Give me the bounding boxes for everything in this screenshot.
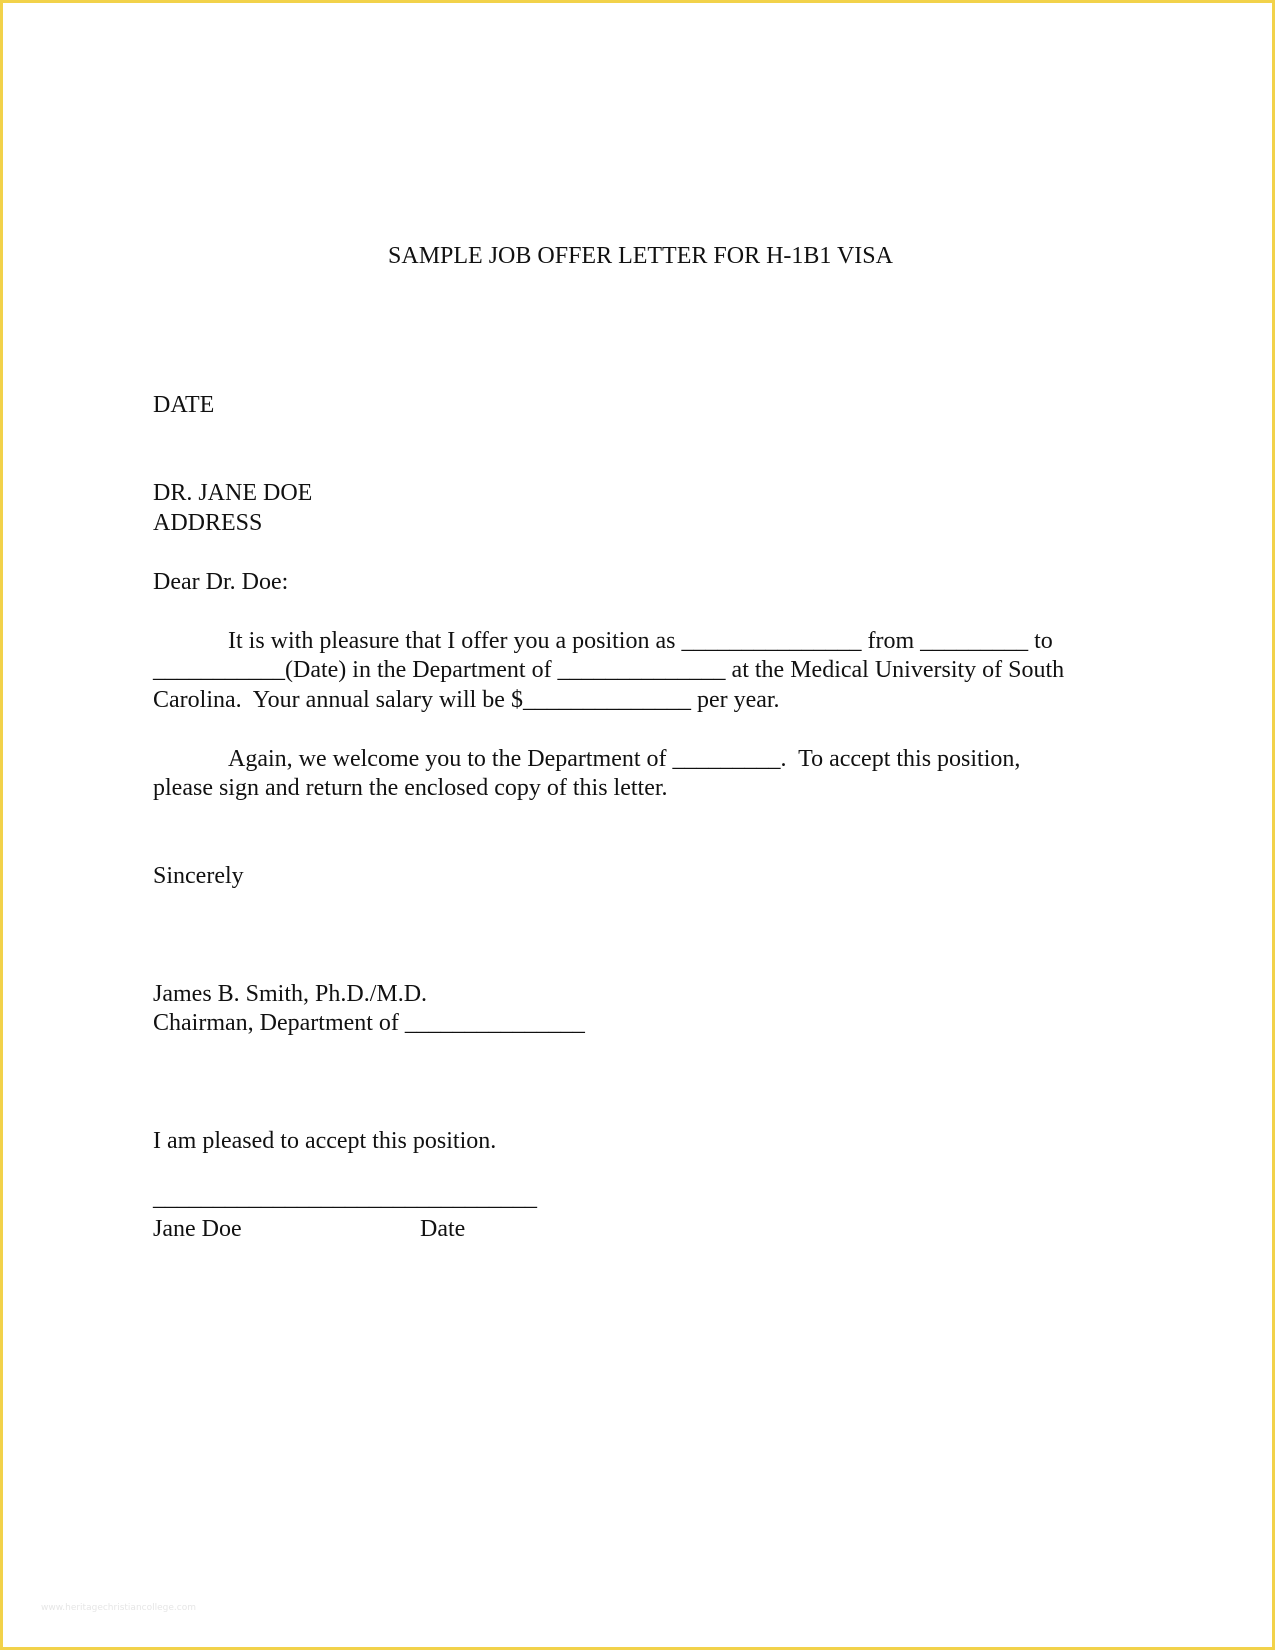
paragraph-1-line-2: ___________(Date) in the Department of ______________ at the Medical University of South <box>153 657 1065 683</box>
letter-date: DATE <box>153 392 215 418</box>
letter-title: SAMPLE JOB OFFER LETTER FOR H-1B1 VISA <box>388 243 893 269</box>
acceptance-date-label: Date <box>420 1216 466 1242</box>
recipient-name: DR. JANE DOE <box>153 480 313 506</box>
recipient-address: ADDRESS <box>153 510 263 536</box>
closing: Sincerely <box>153 863 244 889</box>
paragraph-2-line-1: Again, we welcome you to the Department of _________. To accept this position, <box>228 746 1021 772</box>
watermark: www.heritagechristiancollege.com <box>41 1603 196 1613</box>
paragraph-1-line-1: It is with pleasure that I offer you a position as _______________ from _________ to <box>228 628 1053 654</box>
signer-name: James B. Smith, Ph.D./M.D. <box>153 981 428 1007</box>
salutation: Dear Dr. Doe: <box>153 569 289 595</box>
acceptance-statement: I am pleased to accept this position. <box>153 1128 497 1154</box>
paragraph-2-line-2: please sign and return the enclosed copy of this letter. <box>153 775 668 801</box>
paragraph-1-line-3: Carolina. Your annual salary will be $______________ per year. <box>153 687 780 713</box>
acceptance-name: Jane Doe <box>153 1216 242 1242</box>
signer-title: Chairman, Department of _______________ <box>153 1010 585 1036</box>
signature-line: ________________________________ <box>153 1185 537 1211</box>
